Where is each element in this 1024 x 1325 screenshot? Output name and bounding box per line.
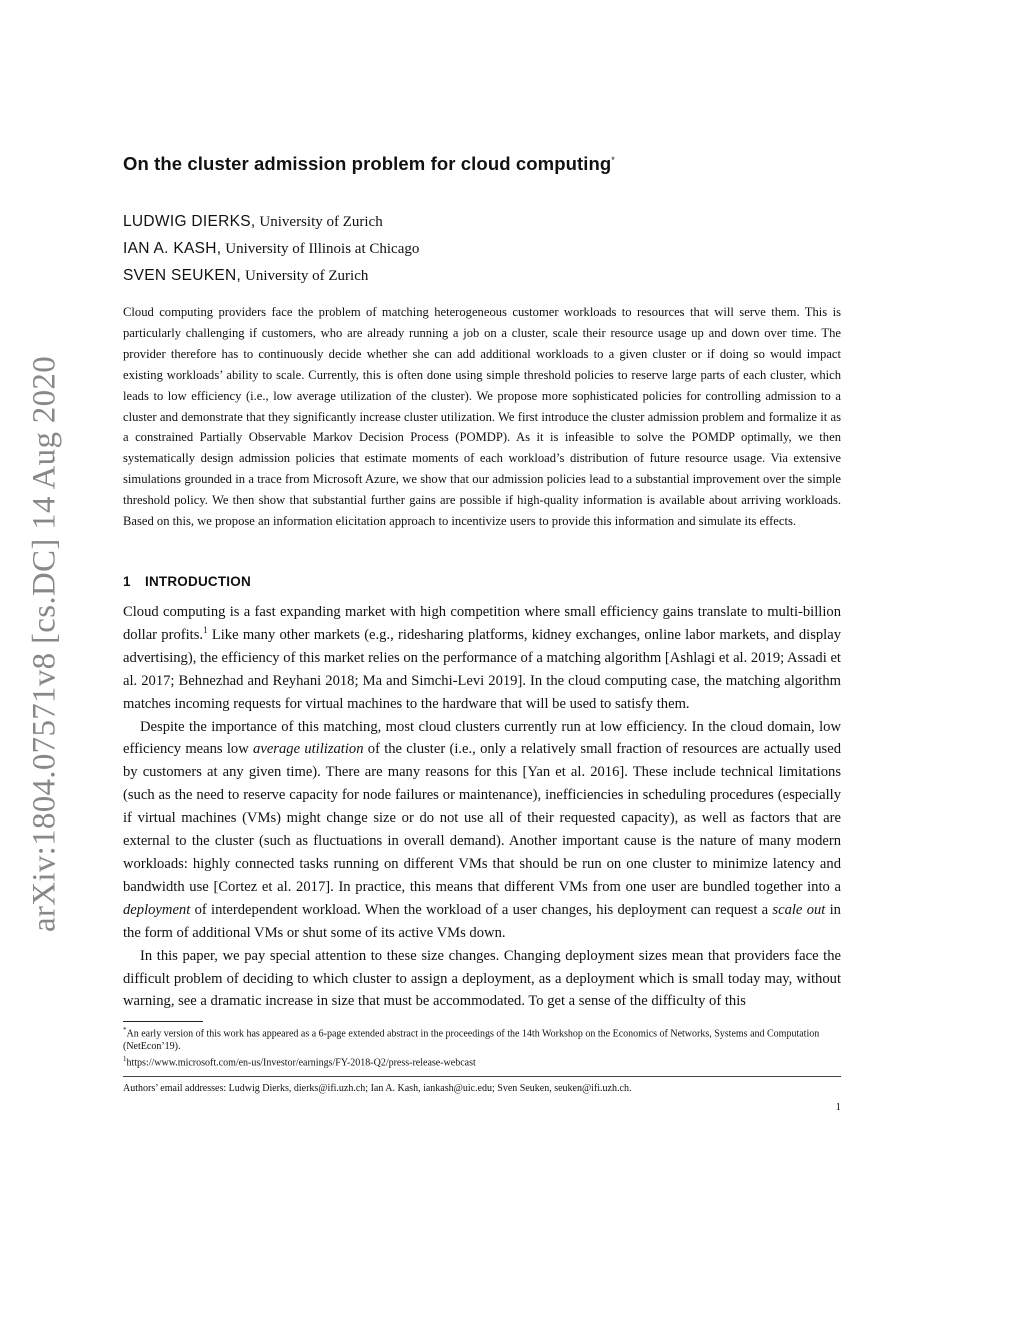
author-affiliation: University of Illinois at Chicago [225, 241, 420, 257]
paper-title-text: On the cluster admission problem for cloud computing [123, 153, 612, 174]
author-line [123, 267, 841, 285]
footnotes [123, 1024, 841, 1070]
author-line [123, 213, 841, 231]
bottom-divider [123, 1076, 841, 1077]
emphasis: deployment [123, 901, 191, 918]
author-affiliation: University of Zurich [259, 214, 383, 230]
footnote-divider [123, 1021, 203, 1022]
footnote-mark: 1 [123, 1055, 127, 1064]
emphasis: scale out [772, 901, 826, 918]
paragraph-text: in the form of additional VMs or shut some of its active VMs down. [123, 901, 841, 941]
page-number: 1 [835, 1101, 841, 1113]
author-emails: Authors’ email addresses: Ludwig Dierks, dierks@ifi.uzh.ch; Ian A. Kash, iankash@uic.edu; Sven Seuken, seuken@ifi.uzh.ch. [123, 1083, 632, 1094]
title-footnote-mark: * [611, 154, 615, 165]
section-title: INTRODUCTION [145, 574, 251, 589]
footnote [123, 1024, 841, 1053]
paragraph-text: Cloud computing is a fast expanding market with high competition where small efficiency gains translate to multi-billion dollar profits. [123, 604, 841, 643]
footnote-text: An early version of this work has appeared as a 6-page extended abstract in the proceedings of the 14th Workshop on the Economics of Networks, Systems and Computation (NetEcon’19). [123, 1028, 820, 1052]
paragraph-text: Despite the importance of this matching, most cloud clusters currently run at low efficiency. In the cloud domain, low efficiency means low [123, 718, 841, 758]
footnote-mark: 1 [203, 625, 208, 636]
section-number: 1 [123, 574, 131, 589]
author-name: LUDWIG DIERKS, [123, 213, 256, 230]
paragraph [123, 945, 841, 1014]
paragraph-text: of the cluster (i.e., only a relatively small fraction of resources are actually used by customers at any given time). There are many reasons for this [Yan et al. 2016]. These include technical limitations (such as the need to reserve capacity for node failures or maintenance), inefficiencies in scheduling procedures (especially if virtual machines (VMs) might change size or do not use all of their requested capacity), as well as factors that are external to the cluster (such as fluctuations in overall demand). Another important cause is the nature of many modern workloads: highly connected tasks running on different VMs that should be run on one cluster to minimize latency and bandwidth use [Cortez et al. 2017]. In practice, this means that different VMs from one user are bundled together into a [123, 741, 841, 895]
paragraph-text: In this paper, we pay special attention to these size changes. Changing deployment sizes mean that providers face the difficult problem of deciding to which cluster to assign a deployment, as a deployment which is small today may, without warning, see a dramatic increase in size that must be accommodated. To get a sense of the difficulty of this [123, 947, 841, 1010]
footnote-text: https://www.microsoft.com/en-us/Investor/earnings/FY-2018-Q2/press-release-webcast [126, 1057, 476, 1069]
section-heading [123, 574, 841, 589]
author-name: SVEN SEUKEN, [123, 267, 242, 284]
footnote [123, 1053, 841, 1070]
arxiv-identifier-text: arXiv:1804.07571v8 [cs.DC] 14 Aug 2020 [26, 355, 63, 933]
author-line [123, 240, 841, 258]
footnote-mark: * [123, 1026, 127, 1034]
paragraph-text: of interdependent workload. When the workload of a user changes, his deployment can request a [190, 901, 773, 918]
paragraph-text: Like many other markets (e.g., ridesharing platforms, kidney exchanges, online labor markets, and display advertising), the efficiency of this market relies on the performance of a matching algorithm [Ashlagi et al. 2019; Assadi et al. 2017; Behnezhad and Reyhani 2018; Ma and Simchi-Levi 2019]. In the cloud computing case, the matching algorithm matches incoming requests for virtual machines to the hardware that will be used to satisfy them. [123, 626, 841, 712]
author-affiliation: University of Zurich [245, 268, 369, 284]
body-text [123, 601, 841, 1013]
arxiv-identifier [28, 344, 62, 944]
paragraph [123, 716, 841, 945]
abstract: Cloud computing providers face the problem of matching heterogeneous customer workloads to resources that will serve them. This is particularly challenging if customers, who are already running a job on a cluster, scale their resource usage up and down over time. The provider therefore has to continuously decide whether she can add additional workloads to a given cluster or if doing so would impact existing workloads’ ability to scale. Currently, this is often done using simple threshold policies to reserve large parts of each cluster, which leads to low efficiency (i.e., low average utilization of the cluster). We propose more sophisticated policies for controlling admission to a cluster and demonstrate that they significantly increase cluster utilization. We first introduce the cluster admission problem and formalize it as a constrained Partially Observable Markov Decision Process (POMDP). As it is infeasible to solve the POMDP optimally, we then systematically design admission policies that estimate moments of each workload’s distribution of future resource usage. Via extensive simulations grounded in a trace from Microsoft Azure, we show that our admission policies lead to a substantial improvement over the simple threshold policy. We then show that substantial further gains are possible if high-quality information is available about arriving workloads. Based on this, we propose an information elicitation approach to incentivize users to provide this information and simulate its effects. [123, 305, 841, 529]
author-name: IAN A. KASH, [123, 240, 222, 257]
emphasis: average utilization [253, 741, 364, 758]
paper-title [123, 153, 841, 175]
paragraph [123, 601, 841, 716]
